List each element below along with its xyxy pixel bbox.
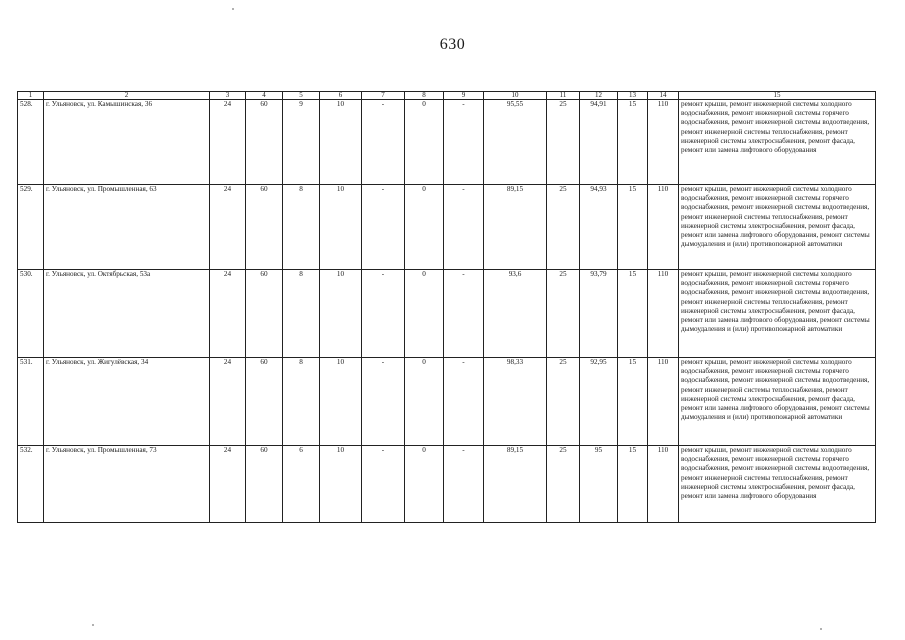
address-cell: г. Ульяновск, ул. Жигулёвская, 34 xyxy=(44,358,210,446)
cell-10: 95,55 xyxy=(484,100,547,185)
cell-13: 15 xyxy=(618,100,648,185)
cell-6: 10 xyxy=(320,358,362,446)
cell-6: 10 xyxy=(320,185,362,270)
cell-7: - xyxy=(362,358,405,446)
cell-9: - xyxy=(444,100,484,185)
col-header-15: 15 xyxy=(679,92,876,100)
cell-10: 89,15 xyxy=(484,185,547,270)
cell-11: 25 xyxy=(547,185,580,270)
row-number: 528. xyxy=(18,100,44,185)
cell-10: 89,15 xyxy=(484,446,547,523)
cell-5: 8 xyxy=(283,358,320,446)
cell-10: 98,33 xyxy=(484,358,547,446)
cell-11: 25 xyxy=(547,270,580,358)
cell-6: 10 xyxy=(320,446,362,523)
cell-13: 15 xyxy=(618,270,648,358)
table-row xyxy=(18,270,876,358)
row-number: 529. xyxy=(18,185,44,270)
cell-12: 94,91 xyxy=(580,100,618,185)
cell-4: 60 xyxy=(246,270,283,358)
table-row xyxy=(18,100,876,185)
cell-8: 0 xyxy=(405,100,444,185)
scan-speck xyxy=(232,8,234,10)
scan-speck xyxy=(92,624,94,626)
col-header-3: 3 xyxy=(210,92,246,100)
col-header-5: 5 xyxy=(283,92,320,100)
table-row xyxy=(18,446,876,523)
cell-3: 24 xyxy=(210,270,246,358)
row-number: 531. xyxy=(18,358,44,446)
col-header-10: 10 xyxy=(484,92,547,100)
cell-4: 60 xyxy=(246,185,283,270)
cell-5: 6 xyxy=(283,446,320,523)
cell-14: 110 xyxy=(648,185,679,270)
cell-12: 93,79 xyxy=(580,270,618,358)
address-cell: г. Ульяновск, ул. Промышленная, 73 xyxy=(44,446,210,523)
address-cell: г. Ульяновск, ул. Камышинская, 36 xyxy=(44,100,210,185)
col-header-13: 13 xyxy=(618,92,648,100)
col-header-11: 11 xyxy=(547,92,580,100)
address-cell: г. Ульяновск, ул. Промышленная, 63 xyxy=(44,185,210,270)
cell-5: 8 xyxy=(283,270,320,358)
works-cell: ремонт крыши, ремонт инженерной системы холодного водоснабжения, ремонт инженерной системы горячего водоснабжения, ремонт инженерной системы водоотведения, ремонт инженерной системы теплоснабжения, ремонт инженерной системы электроснабжения, ремонт фасада, ремонт или замена лифтового оборудования xyxy=(679,100,876,185)
col-header-14: 14 xyxy=(648,92,679,100)
cell-9: - xyxy=(444,358,484,446)
works-cell: ремонт крыши, ремонт инженерной системы холодного водоснабжения, ремонт инженерной системы горячего водоснабжения, ремонт инженерной системы водоотведения, ремонт инженерной системы теплоснабжения, ремонт инженерной системы электроснабжения, ремонт фасада, ремонт или замена лифтового оборудования, ремонт системы дымоудаления и (или) противопожарной автоматики xyxy=(679,358,876,446)
table-row xyxy=(18,358,876,446)
header-row xyxy=(18,92,876,100)
cell-8: 0 xyxy=(405,185,444,270)
cell-13: 15 xyxy=(618,185,648,270)
cell-3: 24 xyxy=(210,446,246,523)
col-header-4: 4 xyxy=(246,92,283,100)
col-header-9: 9 xyxy=(444,92,484,100)
cell-8: 0 xyxy=(405,446,444,523)
col-header-2: 2 xyxy=(44,92,210,100)
col-header-8: 8 xyxy=(405,92,444,100)
registry-table xyxy=(17,91,876,523)
cell-4: 60 xyxy=(246,358,283,446)
works-cell: ремонт крыши, ремонт инженерной системы холодного водоснабжения, ремонт инженерной системы горячего водоснабжения, ремонт инженерной системы водоотведения, ремонт инженерной системы теплоснабжения, ремонт инженерной системы электроснабжения, ремонт фасада, ремонт или замена лифтового оборудования, ремонт системы дымоудаления и (или) противопожарной автоматики xyxy=(679,185,876,270)
cell-7: - xyxy=(362,185,405,270)
cell-12: 92,95 xyxy=(580,358,618,446)
cell-12: 95 xyxy=(580,446,618,523)
cell-9: - xyxy=(444,185,484,270)
cell-3: 24 xyxy=(210,185,246,270)
cell-13: 15 xyxy=(618,358,648,446)
cell-6: 10 xyxy=(320,100,362,185)
col-header-12: 12 xyxy=(580,92,618,100)
cell-11: 25 xyxy=(547,446,580,523)
row-number: 530. xyxy=(18,270,44,358)
col-header-7: 7 xyxy=(362,92,405,100)
works-cell: ремонт крыши, ремонт инженерной системы холодного водоснабжения, ремонт инженерной системы горячего водоснабжения, ремонт инженерной системы водоотведения, ремонт инженерной системы теплоснабжения, ремонт инженерной системы электроснабжения, ремонт фасада, ремонт или замена лифтового оборудования, ремонт системы дымоудаления и (или) противопожарной автоматики xyxy=(679,270,876,358)
cell-9: - xyxy=(444,270,484,358)
table-row xyxy=(18,185,876,270)
cell-11: 25 xyxy=(547,100,580,185)
scan-speck xyxy=(820,628,822,630)
col-header-1: 1 xyxy=(18,92,44,100)
cell-9: - xyxy=(444,446,484,523)
cell-11: 25 xyxy=(547,358,580,446)
cell-5: 9 xyxy=(283,100,320,185)
cell-14: 110 xyxy=(648,446,679,523)
cell-5: 8 xyxy=(283,185,320,270)
cell-14: 110 xyxy=(648,270,679,358)
cell-7: - xyxy=(362,270,405,358)
cell-14: 110 xyxy=(648,358,679,446)
cell-7: - xyxy=(362,100,405,185)
cell-12: 94,93 xyxy=(580,185,618,270)
page-number: 630 xyxy=(439,36,466,53)
cell-13: 15 xyxy=(618,446,648,523)
cell-10: 93,6 xyxy=(484,270,547,358)
cell-4: 60 xyxy=(246,100,283,185)
cell-4: 60 xyxy=(246,446,283,523)
cell-3: 24 xyxy=(210,358,246,446)
cell-8: 0 xyxy=(405,270,444,358)
row-number: 532. xyxy=(18,446,44,523)
cell-8: 0 xyxy=(405,358,444,446)
cell-3: 24 xyxy=(210,100,246,185)
address-cell: г. Ульяновск, ул. Октябрьская, 53а xyxy=(44,270,210,358)
works-cell: ремонт крыши, ремонт инженерной системы холодного водоснабжения, ремонт инженерной системы горячего водоснабжения, ремонт инженерной системы водоотведения, ремонт инженерной системы теплоснабжения, ремонт инженерной системы электроснабжения, ремонт фасада, ремонт или замена лифтового оборудования xyxy=(679,446,876,523)
col-header-6: 6 xyxy=(320,92,362,100)
cell-14: 110 xyxy=(648,100,679,185)
cell-7: - xyxy=(362,446,405,523)
cell-6: 10 xyxy=(320,270,362,358)
